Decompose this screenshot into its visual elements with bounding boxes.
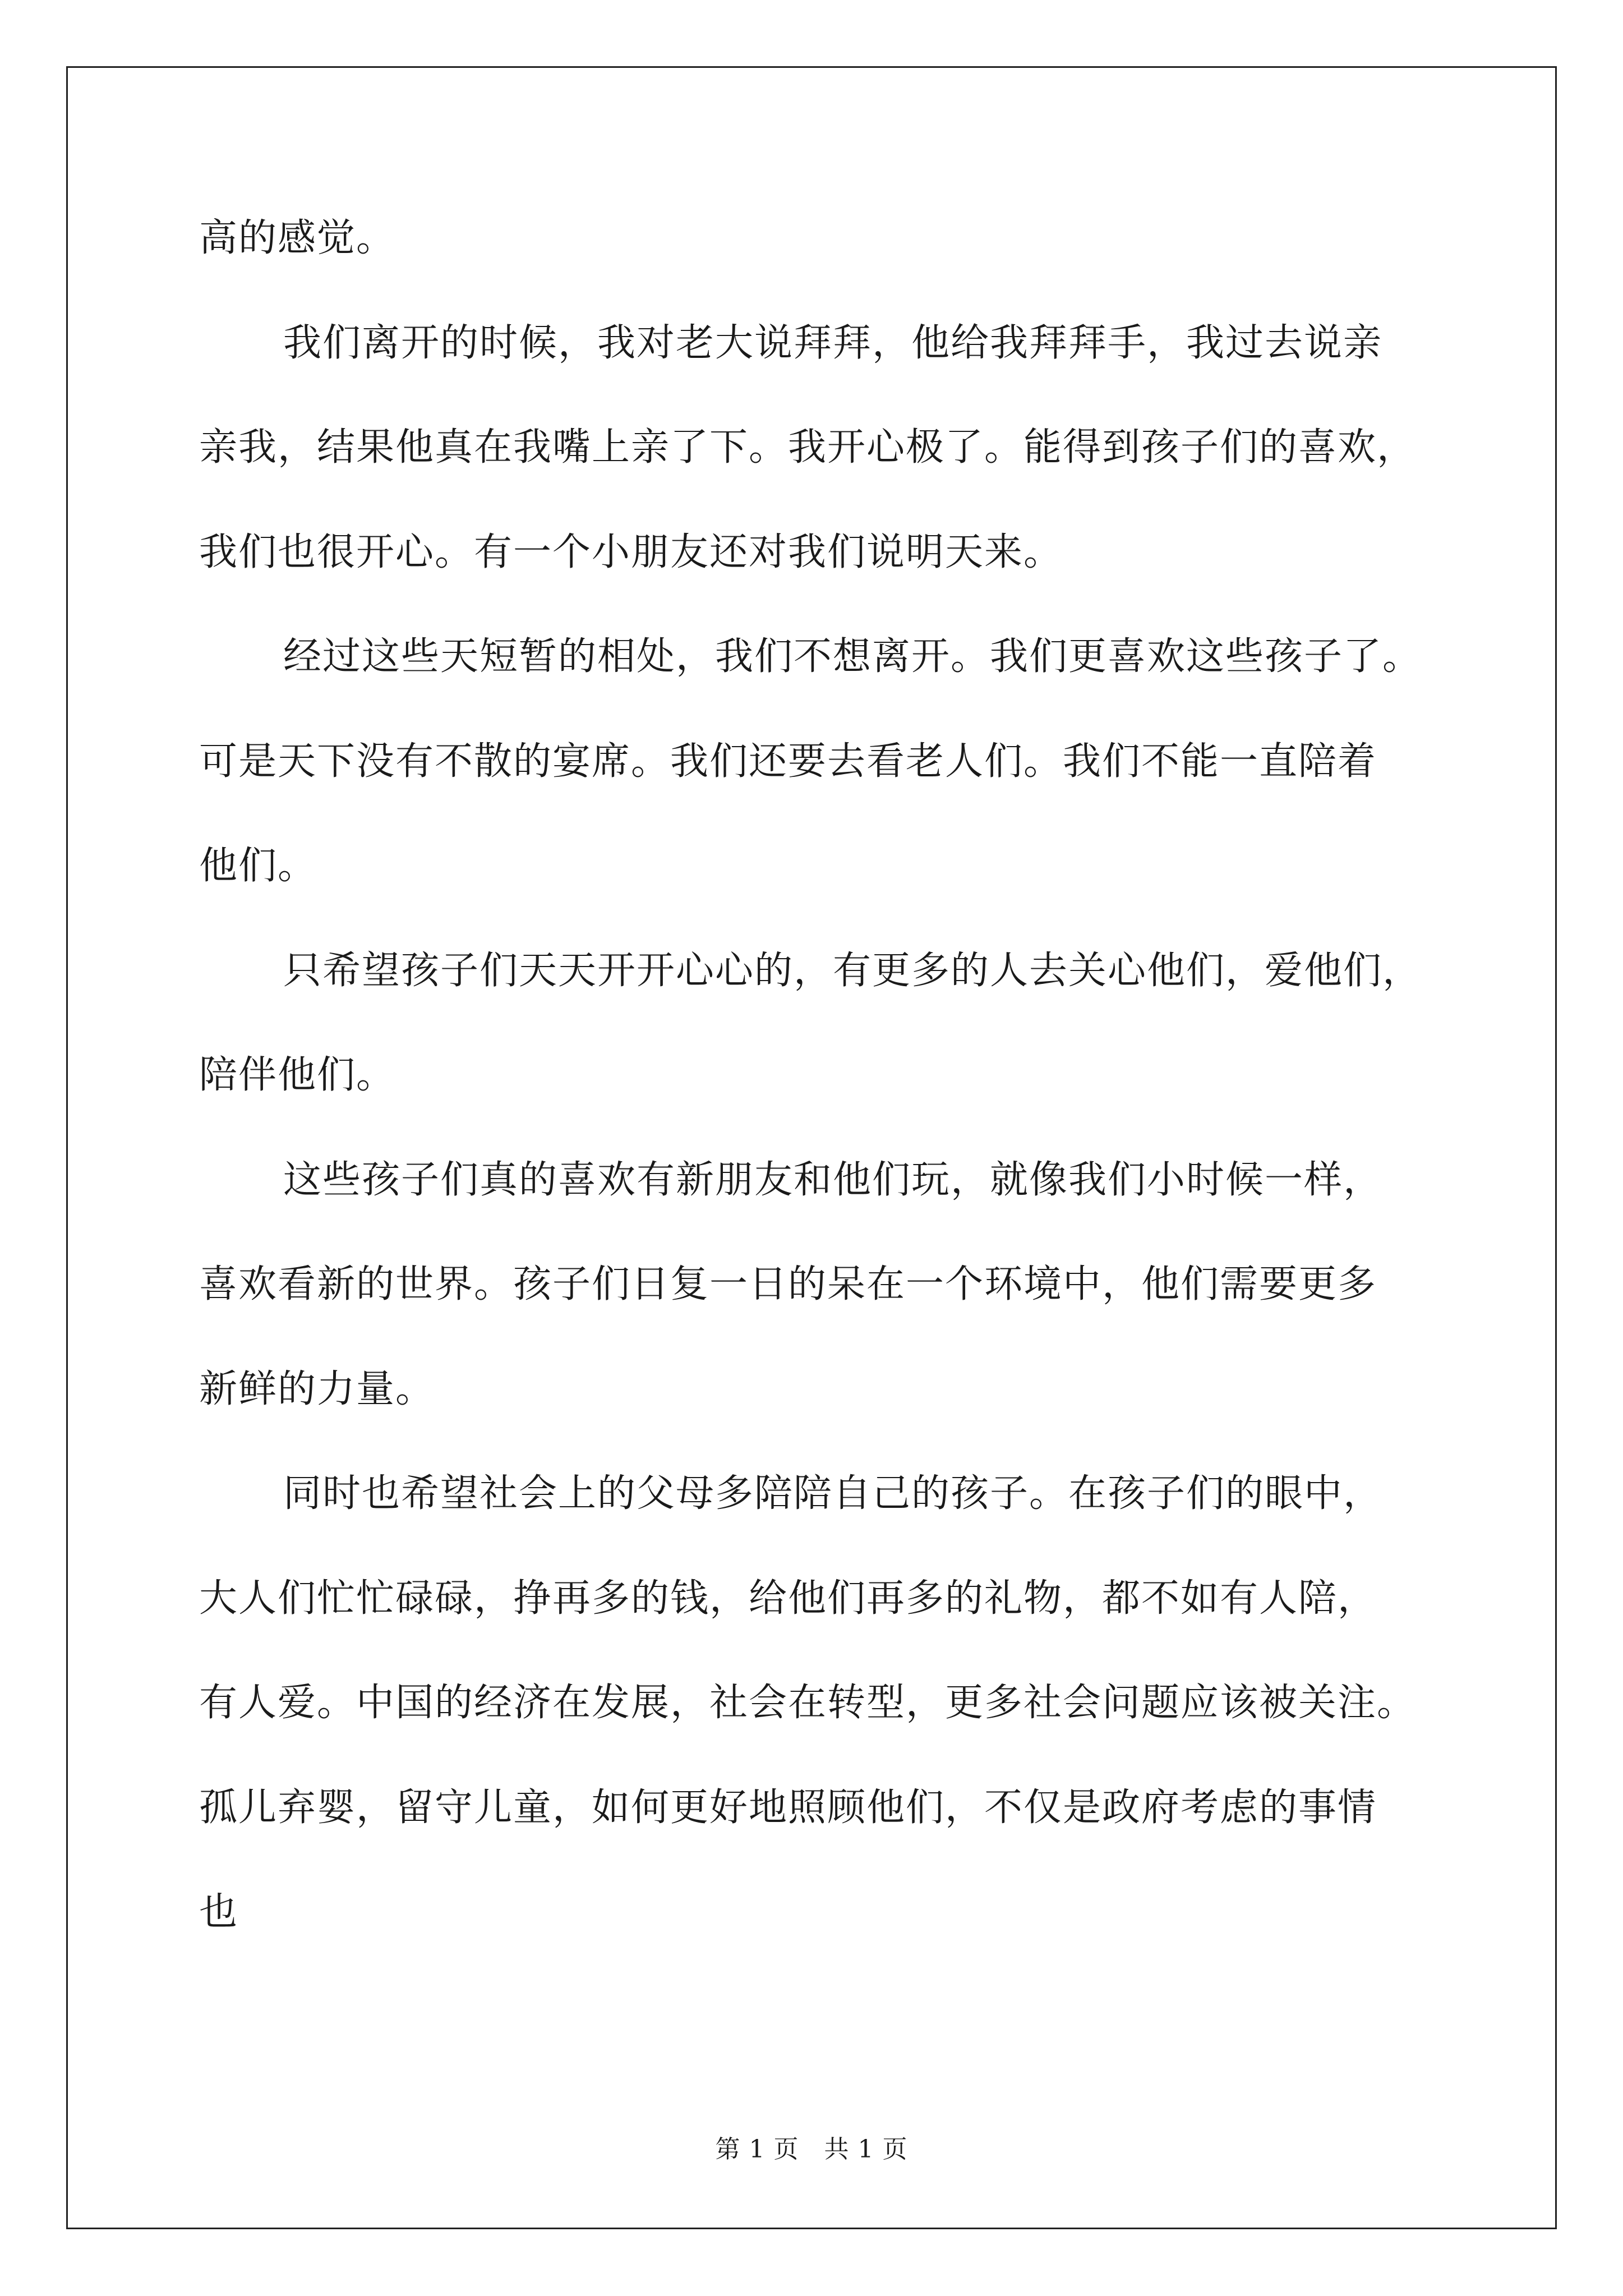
text-line: 只希望孩子们天天开开心心的，有更多的人去关心他们，爱他们，: [283, 948, 1422, 993]
document-body: [199, 210, 1467, 1989]
text-line: 亲我，结果他真在我嘴上亲了下。我开心极了。能得到孩子们的喜欢，: [199, 425, 1417, 470]
text-line: 可是天下没有不散的宴席。我们还要去看老人们。我们不能一直陪着: [199, 739, 1377, 784]
page-number-footer: 第 1 页 共 1 页: [715, 2135, 908, 2164]
text-line: 也: [199, 1890, 239, 1934]
text-line: 我们也很开心。有一个小朋友还对我们说明天来。: [199, 530, 1063, 574]
text-line: 我们离开的时候，我对老大说拜拜，他给我拜拜手，我过去说亲: [283, 320, 1383, 365]
text-line: 陪伴他们。: [199, 1053, 396, 1097]
text-line: 孤儿弃婴，留守儿童，如何更好地照顾他们，不仅是政府考虑的事情: [199, 1785, 1377, 1830]
text-line: 他们。: [199, 844, 317, 888]
text-line: 有人爱。中国的经济在发展，社会在转型，更多社会问题应该被关注。: [199, 1681, 1417, 1725]
text-line: 这些孩子们真的喜欢有新朋友和他们玩，就像我们小时候一样，: [283, 1157, 1383, 1202]
text-line: 大人们忙忙碌碌，挣再多的钱，给他们再多的礼物，都不如有人陪，: [199, 1576, 1377, 1621]
text-line: 经过这些天短暂的相处，我们不想离开。我们更喜欢这些孩子了。: [283, 634, 1422, 679]
text-line: 同时也希望社会上的父母多陪陪自己的孩子。在孩子们的眼中，: [283, 1471, 1383, 1516]
text-line: 喜欢看新的世界。孩子们日复一日的呆在一个环境中，他们需要更多: [199, 1262, 1377, 1306]
text-line: 高的感觉。: [199, 216, 396, 260]
text-line: 新鲜的力量。: [199, 1366, 435, 1411]
